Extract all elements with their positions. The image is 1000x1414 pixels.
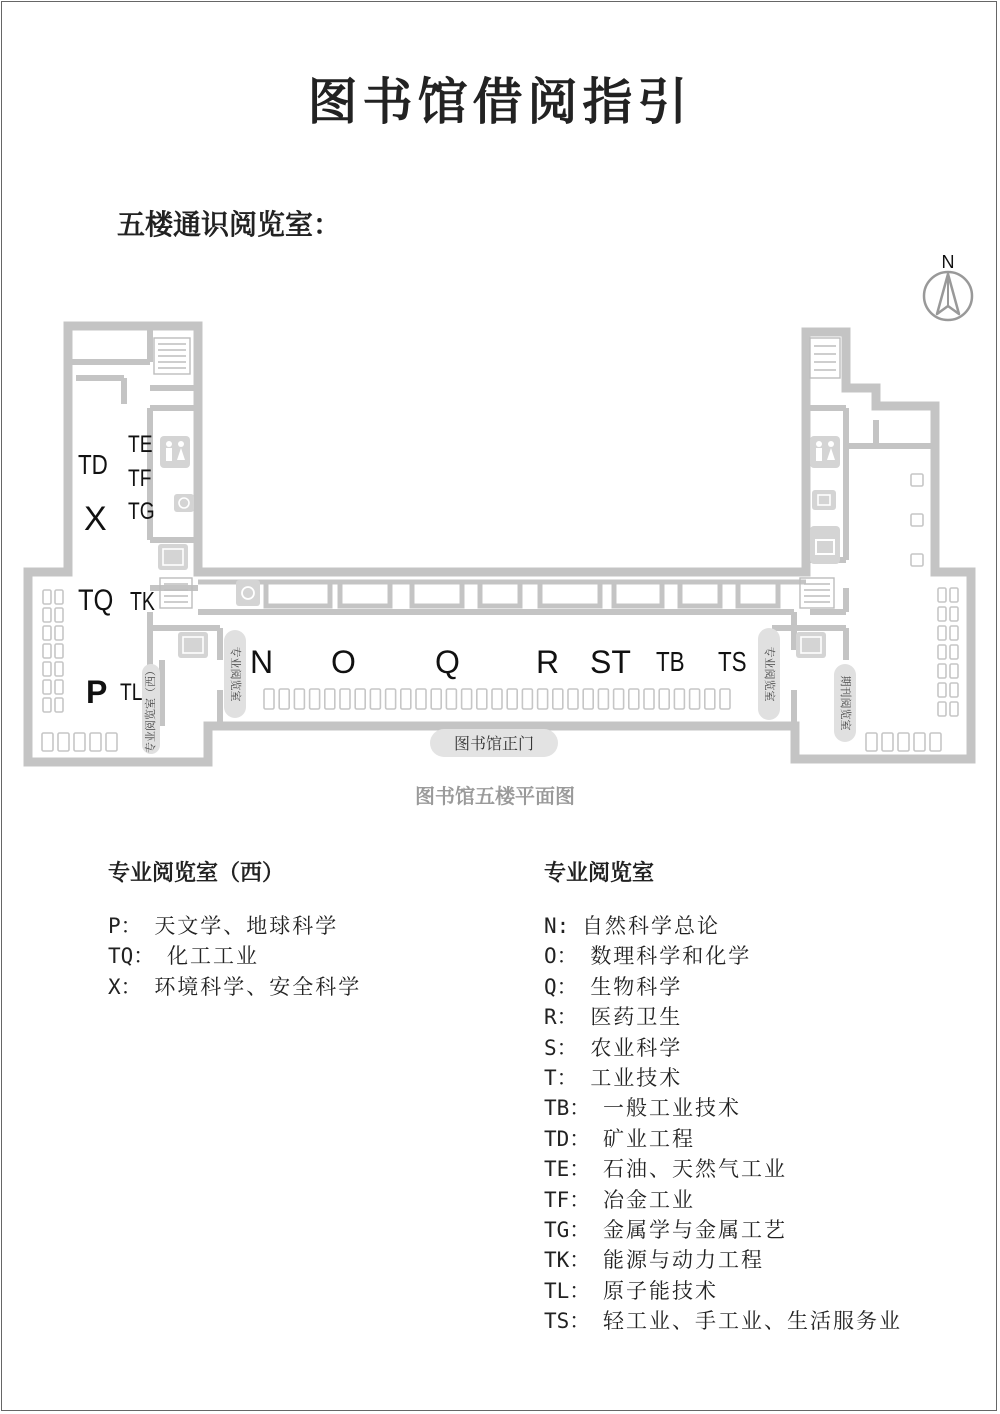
legend-separator: ： bbox=[556, 1035, 578, 1060]
seat bbox=[629, 689, 639, 709]
seat bbox=[914, 733, 925, 751]
seat bbox=[614, 689, 624, 709]
page-title: 图书馆借阅指引 bbox=[307, 73, 693, 131]
seat bbox=[938, 607, 946, 621]
zone-O: O bbox=[331, 644, 356, 680]
seat bbox=[431, 689, 441, 709]
seat bbox=[720, 689, 730, 709]
map-caption: 图书馆五楼平面图 bbox=[415, 784, 575, 808]
seat bbox=[355, 689, 365, 709]
floor-subtitle: 五楼通识阅览室： bbox=[117, 208, 342, 241]
legend-separator: ： bbox=[556, 974, 578, 999]
room-label-periodicals bbox=[834, 664, 856, 742]
legend-code: TE bbox=[544, 1157, 570, 1182]
legend-item bbox=[544, 941, 902, 971]
seat bbox=[340, 689, 350, 709]
zone-TG: TG bbox=[128, 496, 155, 525]
legend-separator: ： bbox=[569, 1157, 591, 1182]
legend-main-list bbox=[544, 911, 902, 1336]
legend-code: TB bbox=[544, 1096, 570, 1121]
seat bbox=[938, 664, 946, 678]
legend-item bbox=[544, 1124, 902, 1154]
seat bbox=[950, 626, 958, 640]
seat bbox=[279, 689, 289, 709]
seat bbox=[55, 590, 63, 604]
main-entrance bbox=[430, 729, 558, 757]
seat bbox=[55, 698, 63, 712]
legend-west-list bbox=[108, 911, 361, 1002]
seat bbox=[370, 689, 380, 709]
room-label-west-vertical bbox=[142, 664, 160, 754]
legend-description: 原子能技术 bbox=[602, 1278, 718, 1303]
legend-description: 数理科学和化学 bbox=[590, 944, 752, 969]
legend-description: 轻工业、手工业、生活服务业 bbox=[602, 1309, 902, 1334]
legend-description: 环境科学、安全科学 bbox=[154, 974, 362, 999]
compass-n-label: N bbox=[941, 252, 955, 272]
seat bbox=[866, 733, 877, 751]
restroom-icon bbox=[810, 436, 840, 468]
zone-TL: TL bbox=[120, 677, 143, 706]
legend-description: 医药卫生 bbox=[590, 1005, 683, 1030]
legend-code: TQ bbox=[108, 944, 134, 969]
legend-code: TG bbox=[544, 1217, 570, 1242]
legend-item bbox=[544, 1245, 902, 1275]
zone-TD: TD bbox=[78, 449, 108, 481]
legend-item bbox=[544, 1306, 902, 1336]
seat bbox=[950, 683, 958, 697]
legend-code: X bbox=[108, 974, 121, 999]
seat bbox=[43, 590, 51, 604]
legend-code: O bbox=[544, 944, 557, 969]
seat bbox=[690, 689, 700, 709]
seat bbox=[938, 626, 946, 640]
legend-description: 矿业工程 bbox=[602, 1126, 695, 1151]
legend-description: 生物科学 bbox=[590, 974, 683, 999]
seat bbox=[950, 588, 958, 602]
seat bbox=[55, 680, 63, 694]
zone-Q: Q bbox=[435, 644, 460, 680]
legend-code: TL bbox=[544, 1278, 570, 1303]
legend-item bbox=[544, 1002, 902, 1032]
legend-item bbox=[544, 1276, 902, 1306]
seat bbox=[911, 554, 923, 566]
legend-item bbox=[544, 1215, 902, 1245]
seat bbox=[58, 733, 69, 751]
room-label-west-inner-text: 专业阅览室 bbox=[229, 646, 242, 702]
accessible-restroom-icon bbox=[174, 494, 194, 512]
seat bbox=[538, 689, 548, 709]
legend-code: Q bbox=[544, 974, 557, 999]
seat bbox=[43, 608, 51, 622]
legend-separator: ： bbox=[569, 1309, 591, 1334]
seat bbox=[930, 733, 941, 751]
legend-item bbox=[544, 1033, 902, 1063]
legend-description: 冶金工业 bbox=[602, 1187, 695, 1212]
legend-code: S bbox=[544, 1035, 557, 1060]
zone-R: R bbox=[536, 644, 560, 680]
legend-description: 石油、天然气工业 bbox=[602, 1157, 787, 1182]
restroom-icon bbox=[160, 436, 190, 468]
legend-main-title: 专业阅览室 bbox=[544, 861, 655, 886]
seat bbox=[90, 733, 101, 751]
seat bbox=[492, 689, 502, 709]
legend-separator: ： bbox=[556, 944, 578, 969]
legend-item bbox=[108, 911, 361, 941]
seat bbox=[522, 689, 532, 709]
seat bbox=[553, 689, 563, 709]
seat bbox=[568, 689, 578, 709]
seat bbox=[950, 702, 958, 716]
seat bbox=[950, 645, 958, 659]
legend-code: TD bbox=[544, 1126, 570, 1151]
seat bbox=[55, 644, 63, 658]
seat bbox=[43, 626, 51, 640]
legend-code: TS bbox=[544, 1309, 570, 1334]
legend-item bbox=[108, 972, 361, 1002]
seat bbox=[462, 689, 472, 709]
seat bbox=[43, 644, 51, 658]
legend-item bbox=[544, 1185, 902, 1215]
room-label-west-vertical-text: 专业阅览室（西） bbox=[144, 665, 157, 753]
legend-separator: ： bbox=[569, 1217, 591, 1242]
water-icon bbox=[812, 490, 836, 510]
seat bbox=[911, 474, 923, 486]
legend-separator: ： bbox=[569, 1126, 591, 1151]
zone-TK: TK bbox=[130, 586, 155, 616]
legend-code: N bbox=[544, 914, 557, 938]
legend-west-title: 专业阅览室（西） bbox=[108, 861, 285, 886]
seat bbox=[882, 733, 893, 751]
zone-TB: TB bbox=[656, 646, 685, 678]
seat bbox=[416, 689, 426, 709]
legend-separator: ： bbox=[556, 1005, 578, 1030]
zone-N: N bbox=[250, 644, 274, 680]
seat bbox=[911, 514, 923, 526]
seat bbox=[583, 689, 593, 709]
legend-description: 自然科学总论 bbox=[581, 914, 720, 938]
legend-separator: ： bbox=[556, 1065, 578, 1090]
legend-separator: ： bbox=[133, 944, 155, 969]
cleaning-icon bbox=[810, 526, 840, 564]
legend-code: R bbox=[544, 1005, 557, 1030]
seat bbox=[42, 733, 53, 751]
seat bbox=[401, 689, 411, 709]
seat bbox=[43, 662, 51, 676]
tool-icon bbox=[236, 580, 260, 606]
room-label-east-inner-text: 专业阅览室 bbox=[763, 646, 776, 702]
seat bbox=[938, 702, 946, 716]
seat bbox=[43, 680, 51, 694]
seat bbox=[644, 689, 654, 709]
legend-separator: : bbox=[556, 914, 570, 938]
seat bbox=[43, 698, 51, 712]
seat bbox=[659, 689, 669, 709]
legend-description: 农业科学 bbox=[590, 1035, 683, 1060]
legend-description: 天文学、地球科学 bbox=[154, 914, 339, 938]
seat bbox=[74, 733, 85, 751]
room-label-east-inner bbox=[758, 628, 780, 720]
seat bbox=[477, 689, 487, 709]
seat bbox=[55, 608, 63, 622]
seat bbox=[446, 689, 456, 709]
zone-TS: TS bbox=[718, 646, 747, 678]
legend-item bbox=[108, 941, 361, 971]
zone-ST: ST bbox=[590, 644, 631, 680]
corridor-rooms bbox=[198, 582, 806, 606]
legend-item bbox=[544, 1063, 902, 1093]
seat bbox=[705, 689, 715, 709]
seat bbox=[938, 683, 946, 697]
legend-separator: ： bbox=[569, 1187, 591, 1212]
seat bbox=[950, 664, 958, 678]
legend-code: TK bbox=[544, 1248, 570, 1273]
legend-item bbox=[544, 1154, 902, 1184]
seat bbox=[294, 689, 304, 709]
seat bbox=[55, 662, 63, 676]
seat bbox=[898, 733, 909, 751]
legend-code: T bbox=[544, 1065, 557, 1090]
legend-item bbox=[544, 911, 902, 941]
seat bbox=[264, 689, 274, 709]
room-label-west-inner bbox=[224, 630, 246, 718]
seat bbox=[310, 689, 320, 709]
seat bbox=[938, 645, 946, 659]
seat bbox=[106, 733, 117, 751]
room-label-periodicals-text: 期刊阅览室 bbox=[839, 675, 852, 731]
legend-item bbox=[544, 1093, 902, 1123]
seat bbox=[325, 689, 335, 709]
seat bbox=[507, 689, 517, 709]
zone-P: P bbox=[86, 674, 108, 710]
legend-separator: ： bbox=[569, 1096, 591, 1121]
legend-description: 一般工业技术 bbox=[602, 1096, 741, 1121]
legend-description: 金属学与金属工艺 bbox=[602, 1217, 787, 1242]
seat bbox=[55, 626, 63, 640]
legend-separator: ： bbox=[120, 974, 142, 999]
legend-separator: ： bbox=[569, 1278, 591, 1303]
legend-description: 化工工业 bbox=[166, 944, 259, 969]
legend-separator: ： bbox=[569, 1248, 591, 1273]
seat bbox=[386, 689, 396, 709]
seat bbox=[598, 689, 608, 709]
legend-description: 工业技术 bbox=[590, 1065, 683, 1090]
legend-description: 能源与动力工程 bbox=[602, 1248, 764, 1273]
entrance-label: 图书馆正门 bbox=[453, 734, 535, 753]
seat bbox=[950, 607, 958, 621]
zone-TE: TE bbox=[128, 429, 153, 458]
zone-TQ: TQ bbox=[78, 583, 114, 617]
legend-code: TF bbox=[544, 1187, 570, 1212]
legend-code: P bbox=[108, 914, 121, 938]
seat bbox=[938, 588, 946, 602]
legend-item bbox=[544, 972, 902, 1002]
seat bbox=[674, 689, 684, 709]
zone-TF: TF bbox=[128, 463, 152, 492]
legend-separator: ： bbox=[120, 914, 142, 938]
zone-X: X bbox=[84, 500, 107, 538]
